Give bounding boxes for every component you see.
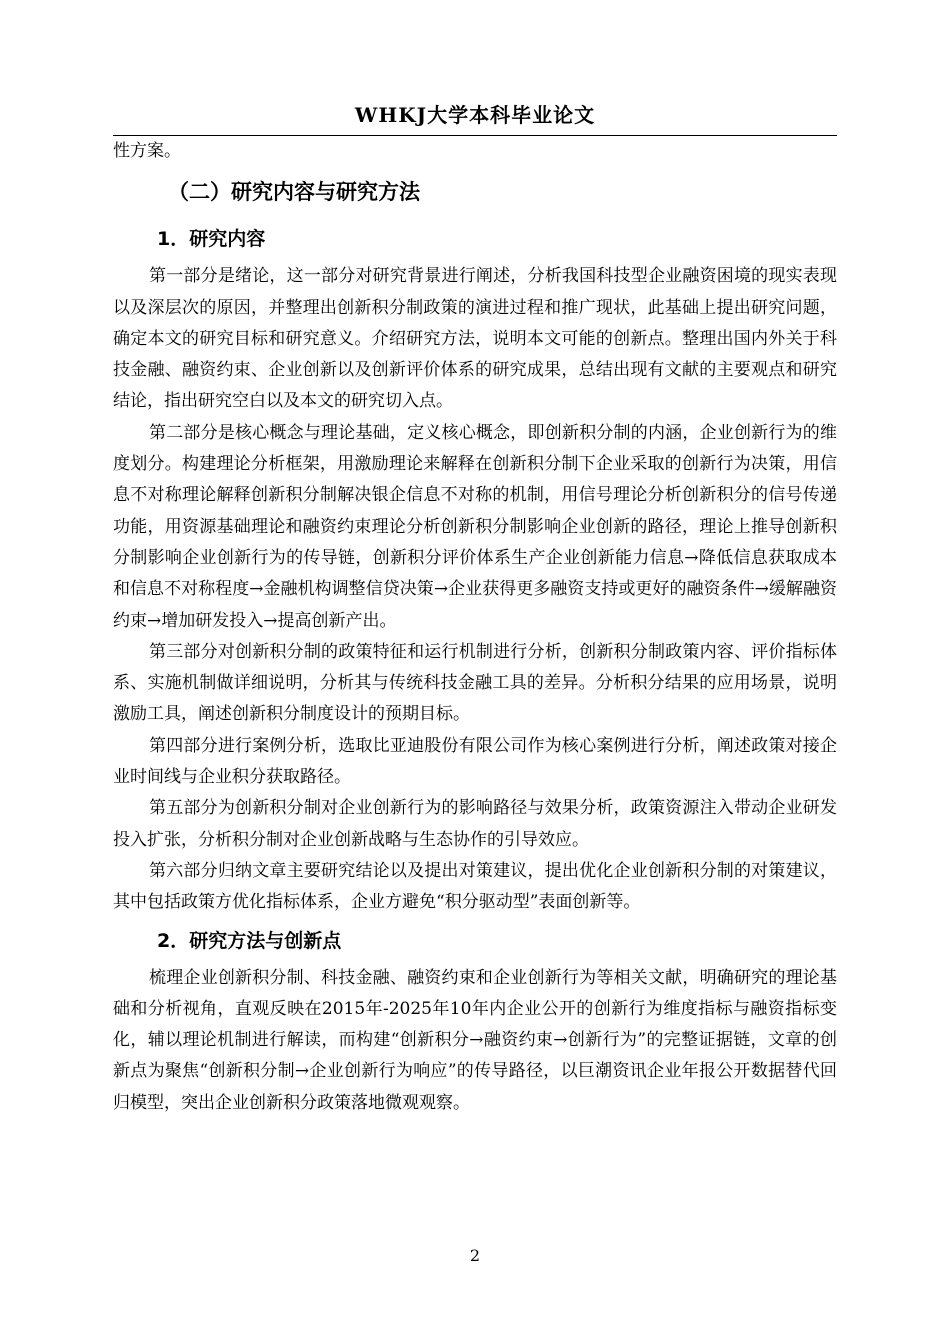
section-heading: （二）研究内容与研究方法 (168, 180, 420, 205)
subsection-heading-research-content: 1．研究内容 (157, 228, 266, 251)
paragraph-part-two: 第二部分是核心概念与理论基础，定义核心概念，即创新积分制的内涵，企业创新行为的维度划分。构建理论分析框架，用激励理论来解释在创新积分制下企业采取的创新行为决策，用信息不对称理论解释创新积分制解决银企信息不对称的机制，用信号理论分析创新积分的信号传递功能，用资源基础理论和融资约束理论分析创新积分制影响企业创新的路径，理论上推导创新积分制影响企业创新行为的传导链，创新积分评价体系生产企业创新能力信息→降低信息获取成本和信息不对称程度→金融机构调整信贷决策→企业获得更多融资支持或更好的融资条件→缓解融资约束→增加研发投入→提高创新产出。 (113, 422, 837, 631)
page-header (113, 93, 837, 136)
paragraph-part-five: 第五部分为创新积分制对企业创新行为的影响路径与效果分析，政策资源注入带动企业研发投入扩张，分析积分制对企业创新战略与生态协作的引导效应。 (113, 798, 837, 850)
paragraph-part-four: 第四部分进行案例分析，选取比亚迪股份有限公司作为核心案例进行分析，阐述政策对接企业时间线与企业积分获取路径。 (113, 735, 837, 788)
paragraph-methods: 梳理企业创新积分制、科技金融、融资约束和企业创新行为等相关文献，明确研究的理论基础和分析视角，直观反映在2015年-2025年10年内企业公开的创新行为维度指标与融资指标变化，辅以理论机制进行解读，而构建“创新积分→融资约束→创新行为”的完整证据链，文章的创新点为聚焦“创新积分制→企业创新行为响应”的传导路径，以巨潮资讯企业年报公开数据替代回归模型，突出企业创新积分政策落地微观观察。 (113, 967, 837, 1113)
paragraph-part-six: 第六部分归纳文章主要研究结论以及提出对策建议，提出优化企业创新积分制的对策建议，其中包括政策方优化指标体系，企业方避免“积分驱动型”表面创新等。 (113, 860, 837, 913)
page-content (113, 136, 837, 1119)
header-title: WHKJ大学本科毕业论文 (354, 103, 596, 127)
paragraph-part-one: 第一部分是绪论，这一部分对研究背景进行阐述，分析我国科技型企业融资困境的现实表现以及深层次的原因，并整理出创新积分制政策的演进过程和推广现状，此基础上提出研究问题，确定本文的研究目标和研究意义。介绍研究方法，说明本文可能的创新点。整理出国内外关于科技金融、融资约束、企业创新以及创新评价体系的研究成果，总结出现有文献的主要观点和研究结论，指出研究空白以及本文的研究切入点。 (113, 266, 837, 412)
page-number: 2 (469, 1246, 481, 1265)
continuation-text: 性方案。 (113, 141, 181, 161)
paragraph-part-three: 第三部分对创新积分制的政策特征和运行机制进行分析，创新积分制政策内容、评价指标体系、实施机制做详细说明，分析其与传统科技金融工具的差异。分析积分结果的应用场景，说明激励工具，阐述创新积分制度设计的预期目标。 (113, 641, 837, 725)
subsection-heading-methods: 2．研究方法与创新点 (157, 929, 342, 952)
